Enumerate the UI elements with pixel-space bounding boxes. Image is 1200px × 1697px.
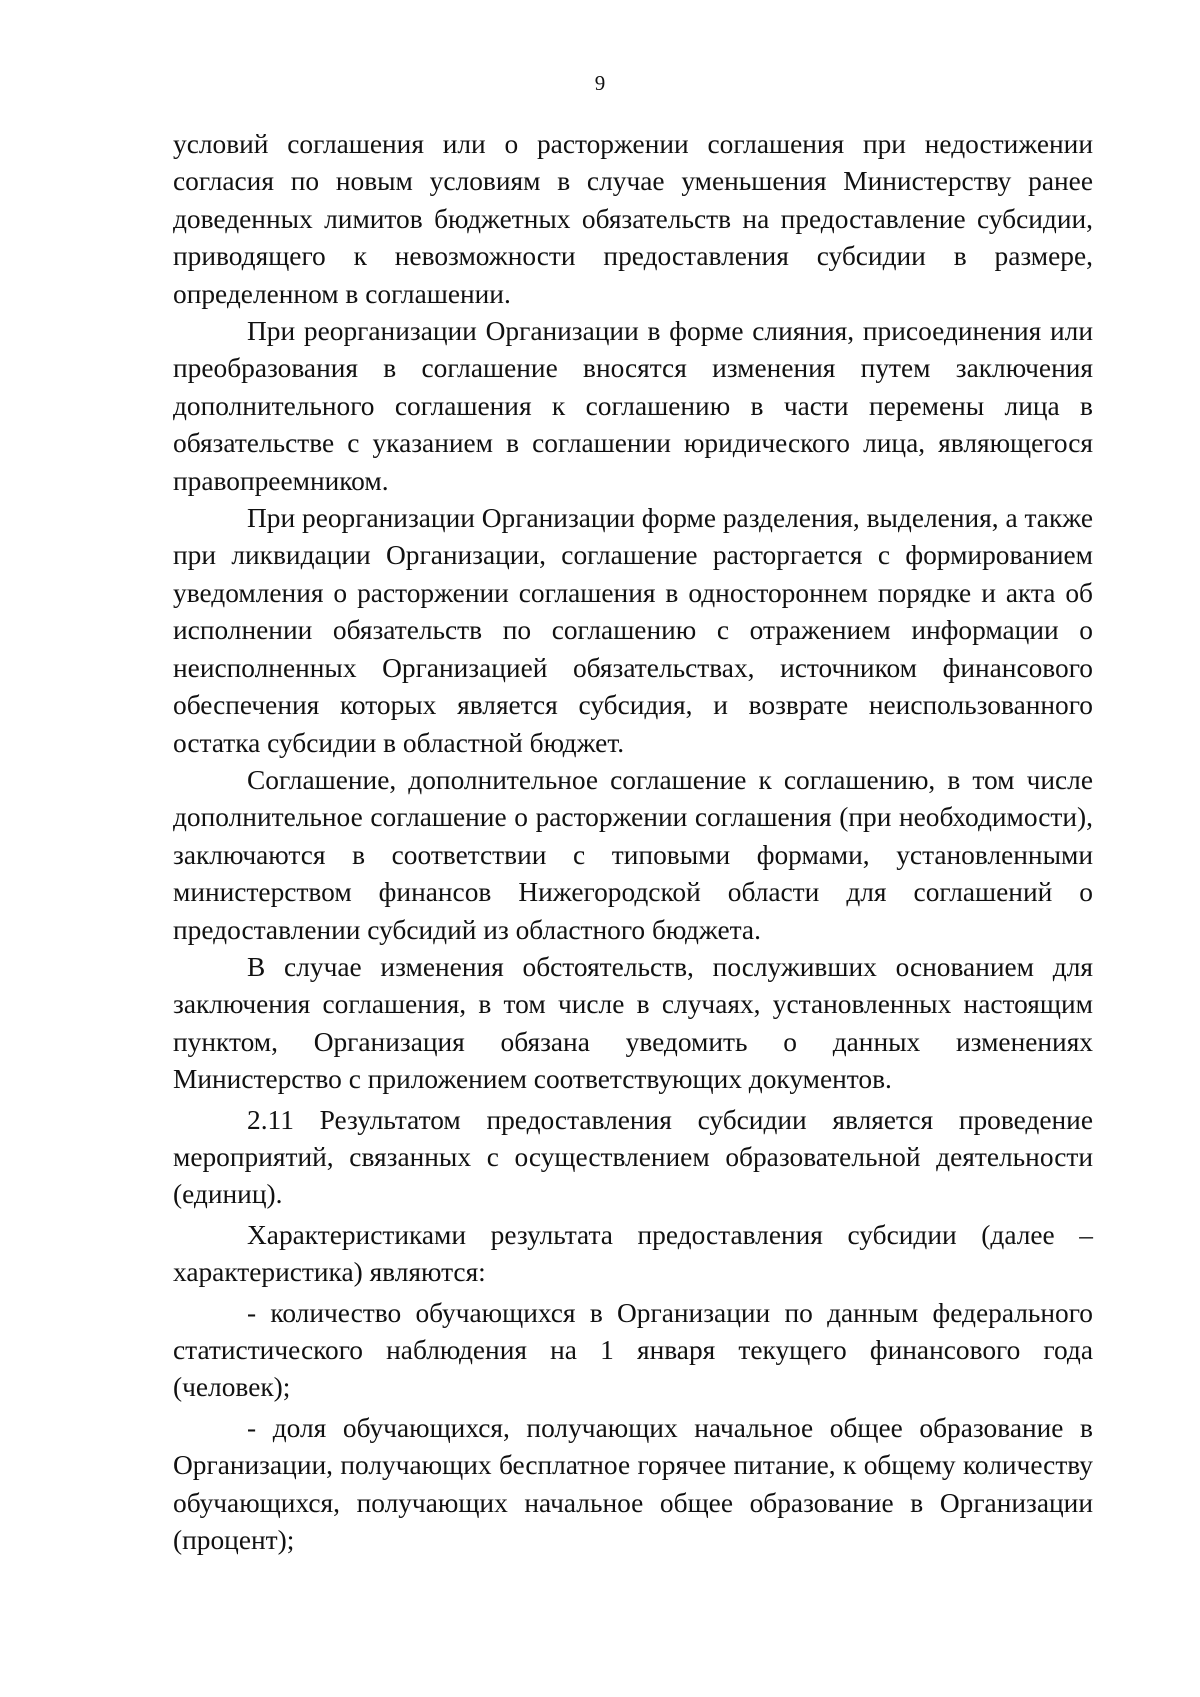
paragraph-reorganization-division: При реорганизации Организации форме разделения, выделения, а также при ликвидации Организации, соглашение расторгается с формированием уведомления о расторжении соглашения в одностороннем порядке и акта об исполнении обязательств по соглашению с отражением информации о неисполненных Организацией обязательствах, источником финансового обеспечения которых является субсидия, и возврате неиспользованного остатка субсидии в областной бюджет.	[173, 503, 1093, 758]
paragraph-characteristics: Характеристиками результата предоставления субсидии (далее – характеристика) являются:	[173, 1219, 1093, 1288]
paragraph-clause-2-11: 2.11 Результатом предоставления субсидии является проведение мероприятий, связанных с осуществлением образовательной деятельности (единиц).	[173, 1104, 1093, 1210]
document-body	[173, 126, 1093, 1559]
paragraph-continuation: условий соглашения или о расторжении соглашения при недостижении согласия по новым условиям в случае уменьшения Министерству ранее доведенных лимитов бюджетных обязательств на предоставление субсидии, приводящего к невозможности предоставления субсидии в размере, определенном в соглашении.	[173, 129, 1093, 309]
paragraph-agreement-forms: Соглашение, дополнительное соглашение к соглашению, в том числе дополнительное соглашение о расторжении соглашения (при необходимости), заключаются в соответствии с типовыми формами, установленными министерством финансов Нижегородской области для соглашений о предоставлении субсидий из областного бюджета.	[173, 764, 1093, 945]
list-item-student-count: - количество обучающихся в Организации по данным федерального статистического наблюдения на 1 января текущего финансового года (человек);	[173, 1297, 1093, 1403]
page-number: 9	[594, 71, 606, 95]
list-item-hot-meals-share: - доля обучающихся, получающих начальное общее образование в Организации, получающих бесплатное горячее питание, к общему количеству обучающихся, получающих начальное общее образование в Организации (процент);	[173, 1412, 1093, 1556]
paragraph-circumstances-change: В случае изменения обстоятельств, послуживших основанием для заключения соглашения, в том числе в случаях, установленных настоящим пунктом, Организация обязана уведомить о данных изменениях Министерство с приложением соответствующих документов.	[173, 951, 1093, 1095]
paragraph-reorganization-merger: При реорганизации Организации в форме слияния, присоединения или преобразования в соглашение вносятся изменения путем заключения дополнительного соглашения к соглашению в части перемены лица в обязательстве с указанием в соглашении юридического лица, являющегося правопреемником.	[173, 316, 1093, 496]
